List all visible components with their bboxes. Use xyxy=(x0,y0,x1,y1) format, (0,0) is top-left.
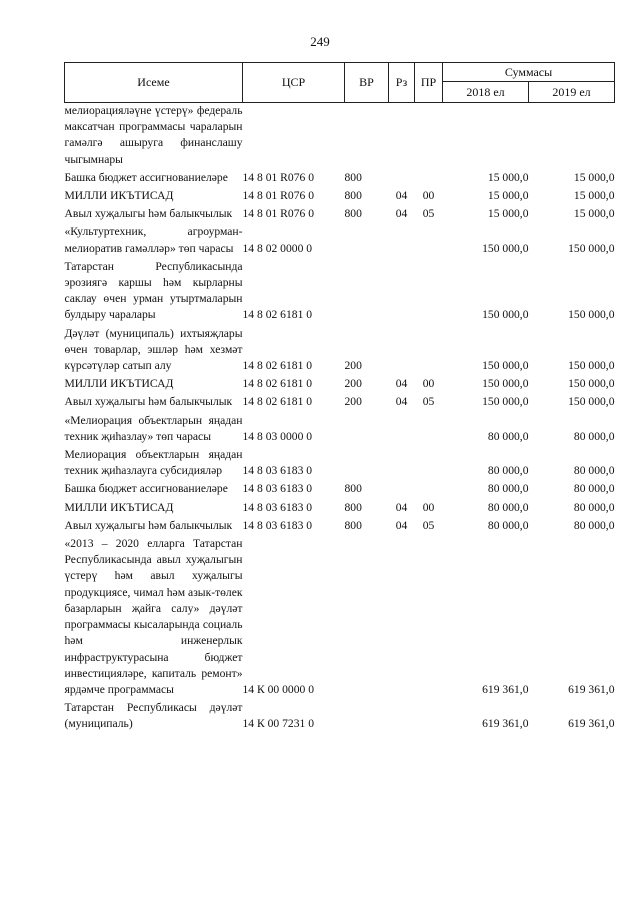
table-row xyxy=(65,204,615,222)
row-sum-2019: 15 000,0 xyxy=(573,189,615,203)
row-vr-code: 200 xyxy=(344,359,362,373)
row-csr-code: 14 8 03 0000 0 xyxy=(242,429,313,443)
row-name: МИЛЛИ ИКЪТИСАД xyxy=(64,377,174,391)
row-vr-code xyxy=(345,411,389,445)
row-pr-code xyxy=(415,479,443,497)
row-rz-code xyxy=(389,479,415,497)
row-sum-2018: 15 000,0 xyxy=(487,189,529,203)
row-vr-code: 200 xyxy=(344,395,362,409)
row-vr-code xyxy=(345,445,389,479)
row-rz-code xyxy=(389,103,415,168)
row-sum-2018: 619 361,0 xyxy=(482,682,529,696)
table-row xyxy=(65,168,615,186)
row-vr-code xyxy=(345,698,389,732)
row-csr-code: 14 8 01 R076 0 xyxy=(242,189,314,203)
table-row xyxy=(65,411,615,445)
row-rz-code xyxy=(389,534,415,698)
row-name: Авыл хуҗалыгы һәм балыкчылык xyxy=(64,518,233,532)
table-row xyxy=(65,186,615,204)
row-pr-code xyxy=(415,222,443,256)
row-sum-2018: 150 000,0 xyxy=(482,308,529,322)
row-vr-code: 800 xyxy=(344,500,362,514)
row-csr-code: 14 8 01 R076 0 xyxy=(242,207,314,221)
row-sum-2019: 150 000,0 xyxy=(568,377,615,391)
row-csr-code xyxy=(243,103,345,168)
row-pr-code: 00 xyxy=(422,500,435,514)
row-rz-code xyxy=(389,698,415,732)
row-sum-2019: 15 000,0 xyxy=(573,170,615,184)
budget-table-container xyxy=(64,62,614,733)
table-row xyxy=(65,374,615,392)
row-sum-2019: 150 000,0 xyxy=(568,359,615,373)
row-pr-code xyxy=(415,445,443,479)
row-csr-code: 14 К 00 0000 0 xyxy=(242,682,314,696)
row-pr-code xyxy=(415,103,443,168)
row-csr-code: 14 8 03 6183 0 xyxy=(242,518,313,532)
table-body xyxy=(65,103,615,733)
row-sum-2018: 619 361,0 xyxy=(482,717,529,731)
row-csr-code: 14 8 03 6183 0 xyxy=(242,500,313,514)
row-vr-code xyxy=(345,222,389,256)
row-pr-code xyxy=(415,411,443,445)
row-pr-code xyxy=(415,534,443,698)
row-csr-code: 14 К 00 7231 0 xyxy=(242,717,314,731)
row-vr-code xyxy=(345,257,389,324)
row-sum-2018: 80 000,0 xyxy=(487,429,529,443)
row-csr-code: 14 8 03 6183 0 xyxy=(242,464,313,478)
header-csr: ЦСР xyxy=(243,63,345,103)
row-rz-code xyxy=(389,222,415,256)
row-name: Татарстан Республикасында эрозиягә каршы һәм кырларны саклау өчен урман утыртмаларын булдыру чаралары xyxy=(64,259,243,322)
row-pr-code xyxy=(415,698,443,732)
row-name: Мелиорация объектларын яңадан техник җиһазлауга субсидияләр xyxy=(64,448,243,478)
budget-table xyxy=(64,62,615,733)
row-vr-code: 200 xyxy=(344,377,362,391)
row-vr-code: 800 xyxy=(344,518,362,532)
row-name: Авыл хуҗалыгы һәм балыкчылык xyxy=(64,395,233,409)
row-sum-2019: 150 000,0 xyxy=(568,241,615,255)
row-rz-code: 04 xyxy=(395,518,408,532)
header-sums: Суммасы xyxy=(443,63,615,82)
row-name: Башка бюджет ассигнованиеләре xyxy=(64,170,228,184)
row-csr-code: 14 8 02 0000 0 xyxy=(242,241,313,255)
row-name: «2013 – 2020 елларга Татарстан Республикасында авыл хуҗалыгын үстерү һәм авыл хуҗалыгы продукциясе, чимал һәм азык-төлек базарларын җайга салу» дәүләт программасы кысаларында социаль һәм инженерлык инфраструктурасына бюджет инвестицияләре, капиталь ремонт» ярдәмче программасы xyxy=(64,537,243,696)
row-csr-code: 14 8 02 6181 0 xyxy=(242,308,313,322)
row-vr-code: 800 xyxy=(344,170,362,184)
row-pr-code xyxy=(415,168,443,186)
row-sum-2018: 15 000,0 xyxy=(487,170,529,184)
table-row xyxy=(65,516,615,534)
row-name: МИЛЛИ ИКЪТИСАД xyxy=(64,189,174,203)
row-csr-code: 14 8 02 6181 0 xyxy=(242,377,313,391)
table-row xyxy=(65,324,615,375)
header-year-2019: 2019 ел xyxy=(529,82,615,103)
row-sum-2018: 80 000,0 xyxy=(487,482,529,496)
row-sum-2019 xyxy=(529,103,615,168)
header-name: Исеме xyxy=(65,63,243,103)
table-row xyxy=(65,534,615,698)
row-sum-2019: 619 361,0 xyxy=(568,682,615,696)
row-sum-2019: 150 000,0 xyxy=(568,395,615,409)
row-rz-code xyxy=(389,411,415,445)
row-sum-2018: 150 000,0 xyxy=(482,395,529,409)
table-row xyxy=(65,698,615,732)
row-rz-code xyxy=(389,168,415,186)
row-vr-code: 800 xyxy=(344,482,362,496)
header-rz: Рз xyxy=(389,63,415,103)
row-sum-2018: 80 000,0 xyxy=(487,500,529,514)
row-rz-code: 04 xyxy=(395,189,408,203)
table-row xyxy=(65,498,615,516)
row-vr-code xyxy=(345,534,389,698)
row-vr-code: 800 xyxy=(344,189,362,203)
row-pr-code: 05 xyxy=(422,395,435,409)
row-rz-code xyxy=(389,324,415,375)
row-vr-code: 800 xyxy=(344,207,362,221)
table-row xyxy=(65,222,615,256)
row-vr-code xyxy=(345,103,389,168)
row-name: МИЛЛИ ИКЪТИСАД xyxy=(64,500,174,514)
row-csr-code: 14 8 01 R076 0 xyxy=(242,170,314,184)
table-row xyxy=(65,445,615,479)
row-csr-code: 14 8 02 6181 0 xyxy=(242,395,313,409)
row-sum-2019: 80 000,0 xyxy=(573,482,615,496)
row-pr-code xyxy=(415,257,443,324)
table-row xyxy=(65,257,615,324)
row-rz-code: 04 xyxy=(395,395,408,409)
header-year-2018: 2018 ел xyxy=(443,82,529,103)
row-rz-code: 04 xyxy=(395,207,408,221)
row-sum-2018: 80 000,0 xyxy=(487,518,529,532)
row-sum-2019: 80 000,0 xyxy=(573,500,615,514)
row-pr-code: 05 xyxy=(422,518,435,532)
row-pr-code: 05 xyxy=(422,207,435,221)
row-name: «Мелиорация объектларын яңадан техник җиһазлау» төп чарасы xyxy=(64,413,243,443)
row-name: Башка бюджет ассигнованиеләре xyxy=(64,482,228,496)
row-sum-2019: 80 000,0 xyxy=(573,429,615,443)
row-sum-2019: 80 000,0 xyxy=(573,464,615,478)
row-sum-2018: 150 000,0 xyxy=(482,241,529,255)
row-csr-code: 14 8 02 6181 0 xyxy=(242,359,313,373)
row-name: Татарстан Республикасы дәүләт (муниципаль) xyxy=(64,701,243,731)
row-sum-2018: 15 000,0 xyxy=(487,207,529,221)
row-name: Дәүләт (муниципаль) ихтыяҗлары өчен товарлар, эшләр һәм хезмәт күрсәтүләр сатып алу xyxy=(64,326,243,373)
page-number: 249 xyxy=(310,34,330,49)
row-sum-2018: 80 000,0 xyxy=(487,464,529,478)
row-rz-code: 04 xyxy=(395,377,408,391)
row-sum-2018: 150 000,0 xyxy=(482,377,529,391)
table-row xyxy=(65,103,615,168)
row-sum-2019: 15 000,0 xyxy=(573,207,615,221)
row-name: «Культуртехник, агроурман-мелиоратив гамәлләр» төп чарасы xyxy=(64,225,243,255)
row-name: Авыл хуҗалыгы һәм балыкчылык xyxy=(64,207,233,221)
header-vr: ВР xyxy=(345,63,389,103)
header-pr: ПР xyxy=(415,63,443,103)
table-row xyxy=(65,392,615,410)
table-header xyxy=(65,63,615,103)
row-pr-code: 00 xyxy=(422,377,435,391)
row-sum-2019: 80 000,0 xyxy=(573,518,615,532)
row-csr-code: 14 8 03 6183 0 xyxy=(242,482,313,496)
row-sum-2018: 150 000,0 xyxy=(482,359,529,373)
row-sum-2019: 619 361,0 xyxy=(568,717,615,731)
row-rz-code xyxy=(389,445,415,479)
row-rz-code xyxy=(389,257,415,324)
row-name: мелиорацияләүне үстерү» федераль максатчан программасы чараларын гамәлгә ашыруга финанслашу чыгымнары xyxy=(64,104,243,166)
table-row xyxy=(65,479,615,497)
row-sum-2019: 150 000,0 xyxy=(568,308,615,322)
row-pr-code: 00 xyxy=(422,189,435,203)
row-sum-2018 xyxy=(443,103,529,168)
row-pr-code xyxy=(415,324,443,375)
row-rz-code: 04 xyxy=(395,500,408,514)
